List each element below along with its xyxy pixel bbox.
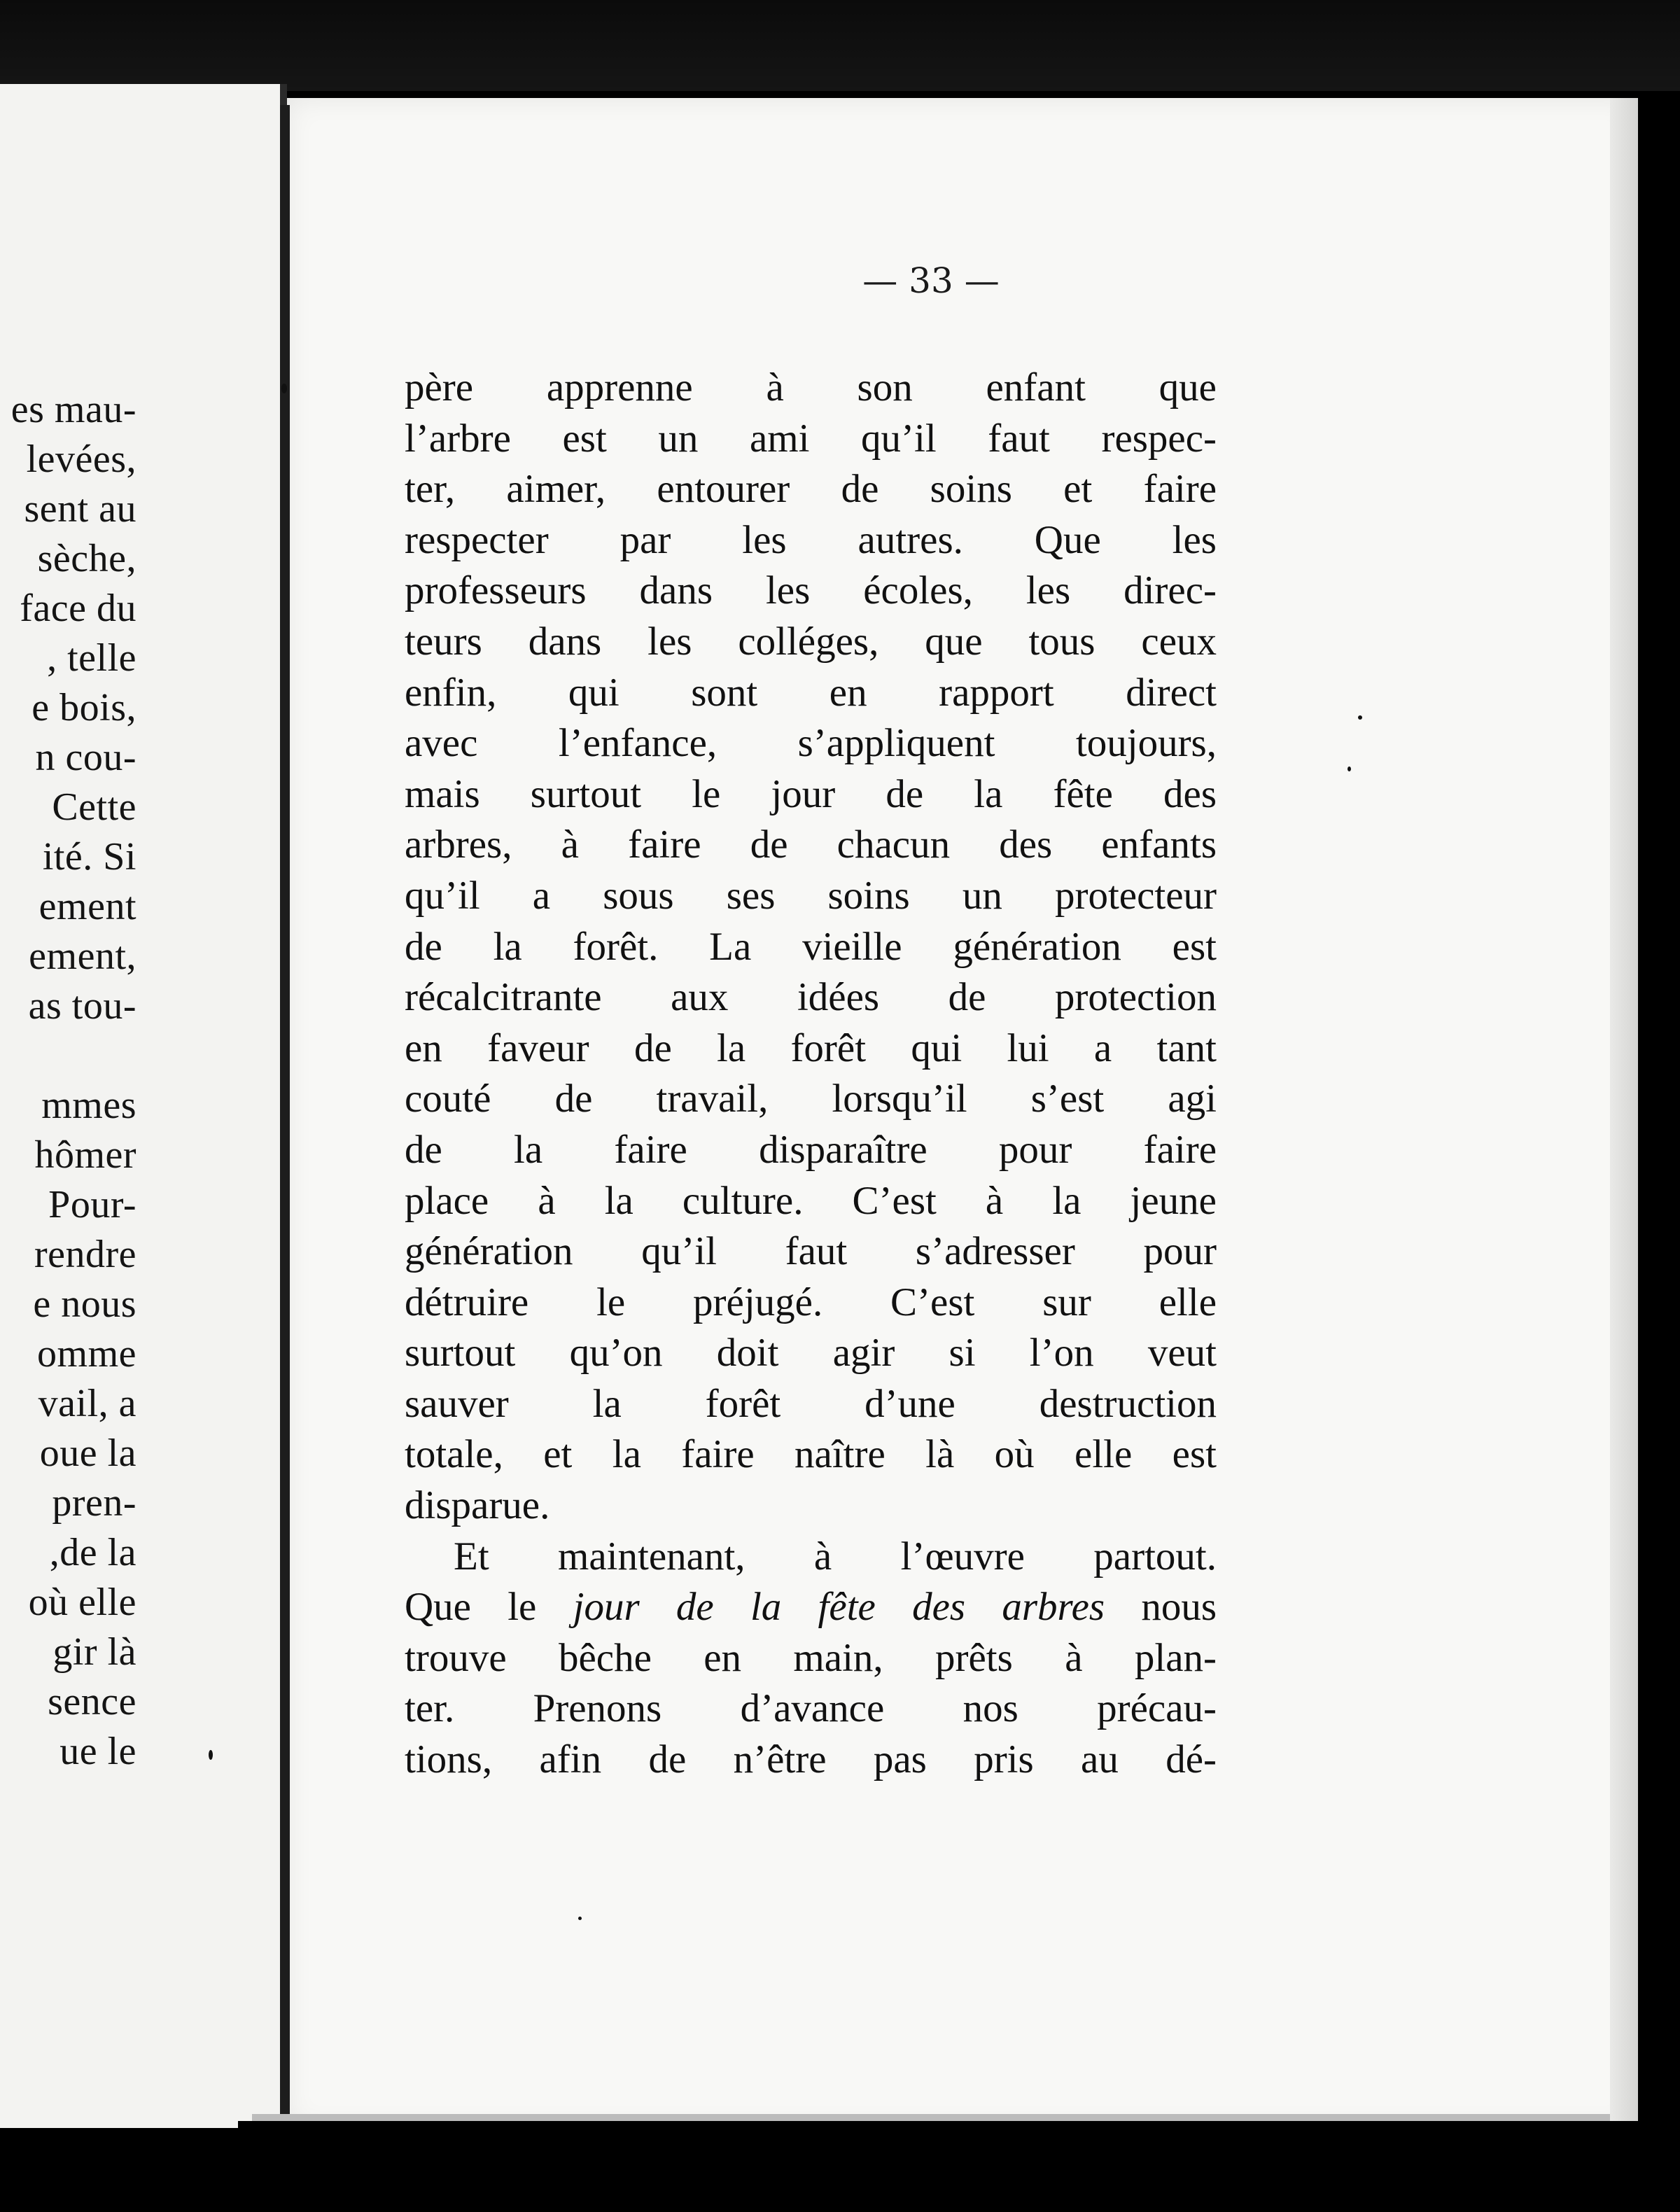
paragraph-1-line: en faveur de la forêt qui lui a tant bbox=[405, 1026, 1217, 1070]
paragraph-1-line: génération qu’il faut s’adresser pour bbox=[405, 1229, 1217, 1274]
italic-phrase: jour de la fête des arbres bbox=[573, 1585, 1105, 1630]
page-number: — 33 — bbox=[862, 260, 1000, 301]
ink-speck bbox=[578, 1917, 582, 1920]
paragraph-1-line: de la forêt. La vieille génération est bbox=[405, 924, 1217, 969]
paragraph-1-line: avec l’enfance, s’appliquent toujours, bbox=[405, 721, 1217, 766]
paragraph-1-line: qu’il a sous ses soins un protecteur bbox=[405, 873, 1217, 918]
previous-page-line: Cette bbox=[52, 785, 136, 829]
scan-background-bottom bbox=[238, 2121, 1680, 2212]
previous-page-line: oue la bbox=[39, 1432, 136, 1475]
previous-page-line: , telle bbox=[47, 636, 136, 680]
page-edge bbox=[1610, 98, 1638, 2128]
previous-page-line: ement bbox=[38, 885, 136, 928]
previous-page-line: mmes bbox=[41, 1084, 136, 1127]
paragraph-1-line: respecter par les autres. Que les bbox=[405, 517, 1217, 562]
previous-page-text bbox=[11, 385, 136, 1777]
paragraph-1-line: de la faire disparaître pour faire bbox=[405, 1127, 1217, 1172]
paragraph-1 bbox=[405, 363, 1217, 1532]
previous-page bbox=[0, 84, 287, 2128]
paragraph-2 bbox=[405, 1532, 1217, 1786]
paragraph-1-line: teurs dans les colléges, que tous ceux bbox=[405, 619, 1217, 664]
previous-page-line: où elle bbox=[28, 1581, 136, 1624]
paragraph-1-line: couté de travail, lorsqu’il s’est agi bbox=[405, 1077, 1217, 1121]
paragraph-2-line bbox=[405, 1582, 1217, 1633]
paragraph-2-line: ter. Prenons d’avance nos précau- bbox=[405, 1686, 1217, 1731]
page-body-text bbox=[405, 363, 1217, 1786]
previous-page-line: levées, bbox=[26, 438, 136, 481]
paragraph-1-line: professeurs dans les écoles, les direc- bbox=[405, 568, 1217, 613]
previous-page-line: ité. Si bbox=[42, 835, 136, 878]
previous-page-line: sèche, bbox=[37, 537, 136, 580]
text-span: nous bbox=[1105, 1585, 1217, 1630]
previous-page-line: sent au bbox=[24, 487, 136, 531]
ink-speck bbox=[1358, 715, 1362, 720]
previous-page-line: ement, bbox=[29, 934, 136, 978]
previous-page-line: vail, a bbox=[38, 1382, 136, 1425]
paragraph-1-line: arbres, à faire de chacun des enfants bbox=[405, 822, 1217, 867]
paragraph-1-line: l’arbre est un ami qu’il faut respec- bbox=[405, 416, 1217, 461]
previous-page-line: e nous bbox=[33, 1282, 136, 1326]
paragraph-1-line: sauver la forêt d’une destruction bbox=[405, 1381, 1217, 1426]
previous-page-line: Pour- bbox=[48, 1183, 136, 1226]
ink-speck bbox=[209, 1750, 213, 1760]
previous-page-line: es mau- bbox=[10, 388, 136, 431]
ink-speck bbox=[1348, 766, 1351, 771]
previous-page-line: as tou- bbox=[28, 984, 136, 1028]
paragraph-2-line: trouve bêche en main, prêts à plan- bbox=[405, 1635, 1217, 1680]
paragraph-2-line: Et maintenant, à l’œuvre partout. bbox=[454, 1534, 1217, 1578]
previous-page-line: sence bbox=[48, 1680, 136, 1723]
ink-speck bbox=[281, 384, 287, 393]
paragraph-1-line: totale, et la faire naître là où elle est bbox=[405, 1432, 1217, 1477]
previous-page-line: n cou- bbox=[35, 736, 136, 779]
previous-page-line: omme bbox=[37, 1332, 136, 1376]
paragraph-1-line: récalcitrante aux idées de protection bbox=[405, 975, 1217, 1020]
paragraph-1-line: disparue. bbox=[405, 1483, 550, 1528]
paragraph-1-line: père apprenne à son enfant que bbox=[405, 365, 1217, 410]
previous-page-line: face du bbox=[20, 587, 136, 630]
previous-page-line: e bois, bbox=[31, 686, 136, 729]
paragraph-1-line: ter, aimer, entourer de soins et faire bbox=[405, 467, 1217, 512]
previous-page-line: ue le bbox=[59, 1730, 136, 1773]
text-span: Que le bbox=[405, 1585, 573, 1630]
book-spine bbox=[280, 105, 290, 2121]
previous-page-line: pren- bbox=[52, 1481, 136, 1525]
paragraph-1-line: mais surtout le jour de la fête des bbox=[405, 771, 1217, 816]
paragraph-1-line: enfin, qui sont en rapport direct bbox=[405, 670, 1217, 715]
previous-page-line: hômer bbox=[34, 1133, 136, 1177]
paragraph-1-line: place à la culture. C’est à la jeune bbox=[405, 1178, 1217, 1223]
scan-background bbox=[0, 0, 1680, 91]
paragraph-1-line: surtout qu’on doit agir si l’on veut bbox=[405, 1331, 1217, 1376]
previous-page-line: rendre bbox=[34, 1233, 136, 1276]
previous-page-line bbox=[11, 1031, 136, 1081]
paragraph-2-line: tions, afin de n’être pas pris au dé- bbox=[405, 1737, 1217, 1782]
previous-page-line: gir là bbox=[52, 1630, 136, 1674]
previous-page-line: ,de la bbox=[49, 1531, 136, 1574]
paragraph-1-line: détruire le préjugé. C’est sur elle bbox=[405, 1280, 1217, 1324]
